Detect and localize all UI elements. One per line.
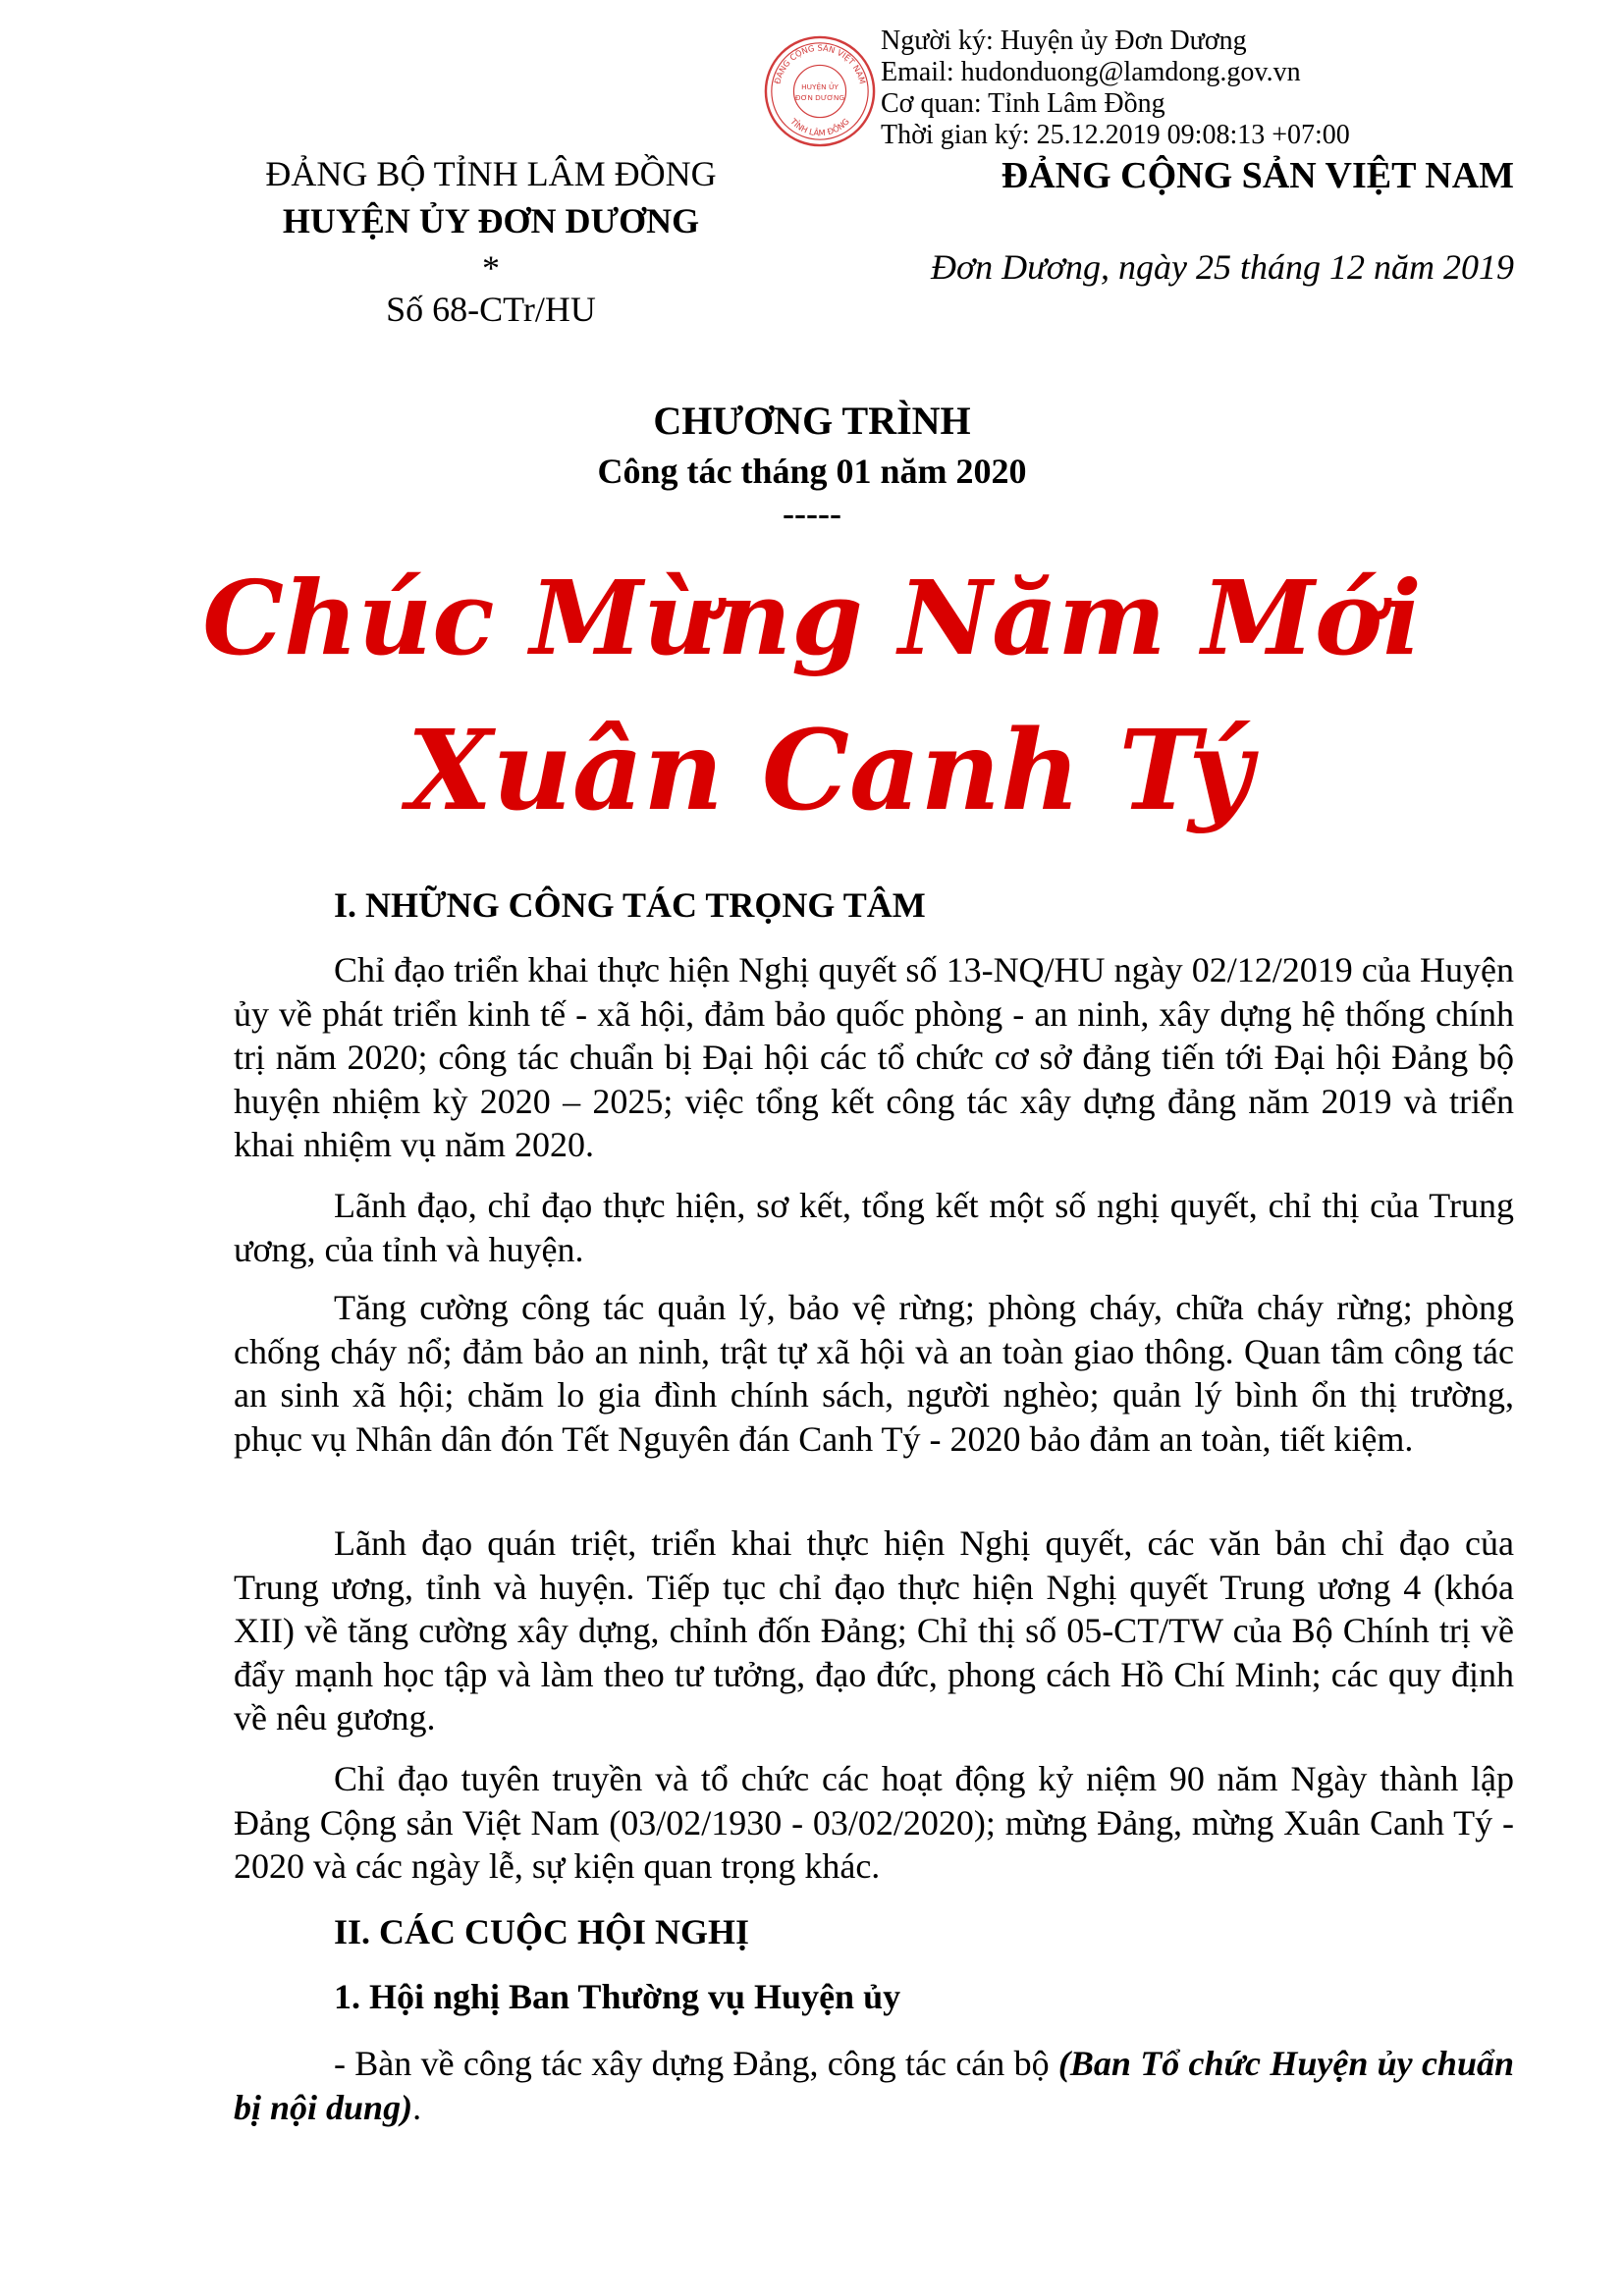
seal-text-mid1: HUYỆN ỦY [801, 82, 839, 92]
greeting-line2: Xuân Canh Tý [406, 707, 1253, 835]
section1-paragraph-1: Chỉ đạo triển khai thực hiện Nghị quyết số 13-NQ/HU ngày 02/12/2019 của Huyện ủy về phát triển kinh tế - xã hội, đảm bảo quốc phòng - an ninh, xây dựng hệ thống chính trị năm 2020; công tác chuẩn bị Đại hội các tổ chức cơ sở đảng tiến tới Đại hội Đảng bộ huyện nhiệm kỳ 2020 – 2025; việc tổng kết công tác xây dựng đảng năm 2019 và triển khai nhiệm vụ năm 2020. [234, 950, 1514, 1164]
section2-sub1-item [234, 2042, 1514, 2129]
signature-seal [762, 33, 878, 149]
section1-paragraph-5: Chỉ đạo tuyên truyền và tổ chức các hoạt động kỷ niệm 90 năm Ngày thành lập Đảng Cộng sản Việt Nam (03/02/1930 - 03/02/2020); mừng Đảng, mừng Xuân Canh Tý - 2020 và các ngày lễ, sự kiện quan trọng khác. [234, 1759, 1514, 1886]
national-party-name: ĐẢNG CỘNG SẢN VIỆT NAM [1001, 155, 1514, 196]
seal-text-bottom: TỈNH LÂM ĐỒNG [788, 116, 851, 138]
district-committee-name: HUYỆN ỦY ĐƠN DƯƠNG [282, 201, 700, 240]
signer-agency: Cơ quan: Tỉnh Lâm Đồng [881, 88, 1165, 119]
section1-paragraph-3: Tăng cường công tác quản lý, bảo vệ rừng; phòng cháy, chữa cháy rừng; phòng chống cháy nổ; đảm bảo an ninh, trật tự xã hội và an toàn giao thông. Quan tâm công tác an sinh xã hội; chăm lo gia đình chính sách, người nghèo; quản lý bình ổn thị trường, phục vụ Nhân dân đón Tết Nguyên đán Canh Tý - 2020 bảo đảm an toàn, tiết kiệm. [234, 1288, 1514, 1459]
greeting-line1: Chúc Mừng Năm Mới [202, 558, 1422, 678]
seal-text-mid2: ĐƠN DƯƠNG [794, 92, 845, 102]
section2-sub1-heading: 1. Hội nghị Ban Thường vụ Huyện ủy [334, 1977, 901, 2016]
header-asterisk: * [482, 248, 500, 288]
section1-paragraph-2: Lãnh đạo, chỉ đạo thực hiện, sơ kết, tổng kết một số nghị quyết, chỉ thị của Trung ương, của tỉnh và huyện. [234, 1186, 1514, 1269]
signer-email: Email: hudonduong@lamdong.gov.vn [881, 57, 1301, 87]
signature-info [881, 26, 1350, 149]
title-divider: ----- [783, 499, 841, 528]
item-responsible-note: (Ban Tổ chức Huyện ủy chuẩn bị nội dung) [234, 2044, 1514, 2127]
section1-paragraph-4: Lãnh đạo quán triệt, triển khai thực hiện Nghị quyết, các văn bản chỉ đạo của Trung ương, tỉnh và huyện. Tiếp tục chỉ đạo thực hiện Nghị quyết Trung ương 4 (khóa XII) về tăng cường xây dựng, chỉnh đốn Đảng; Chỉ thị số 05-CT/TW của Bộ Chính trị về đẩy mạnh học tập và làm theo tư tưởng, đạo đức, phong cách Hồ Chí Minh; các quy định về nêu gương. [234, 1523, 1514, 1737]
place-date: Đơn Dương, ngày 25 tháng 12 năm 2019 [930, 247, 1514, 287]
item-text: - Bàn về công tác xây dựng Đảng, công tác cán bộ [334, 2044, 1058, 2083]
document-title: CHƯƠNG TRÌNH [653, 399, 971, 443]
signer-name: Người ký: Huyện ủy Đơn Dương [881, 26, 1247, 56]
signing-time: Thời gian ký: 25.12.2019 09:08:13 +07:00 [881, 120, 1350, 149]
section2-heading: II. CÁC CUỘC HỘI NGHỊ [334, 1912, 750, 1951]
section1-heading: I. NHỮNG CÔNG TÁC TRỌNG TÂM [334, 885, 926, 925]
party-committee-name: ĐẢNG BỘ TỈNH LÂM ĐỒNG [265, 154, 717, 193]
item-period: . [412, 2087, 422, 2127]
document-number: Số 68-CTr/HU [386, 290, 596, 329]
document-subtitle: Công tác tháng 01 năm 2020 [597, 452, 1027, 491]
seal-text-top: ĐẢNG CỘNG SẢN VIỆT NAM [772, 42, 868, 85]
